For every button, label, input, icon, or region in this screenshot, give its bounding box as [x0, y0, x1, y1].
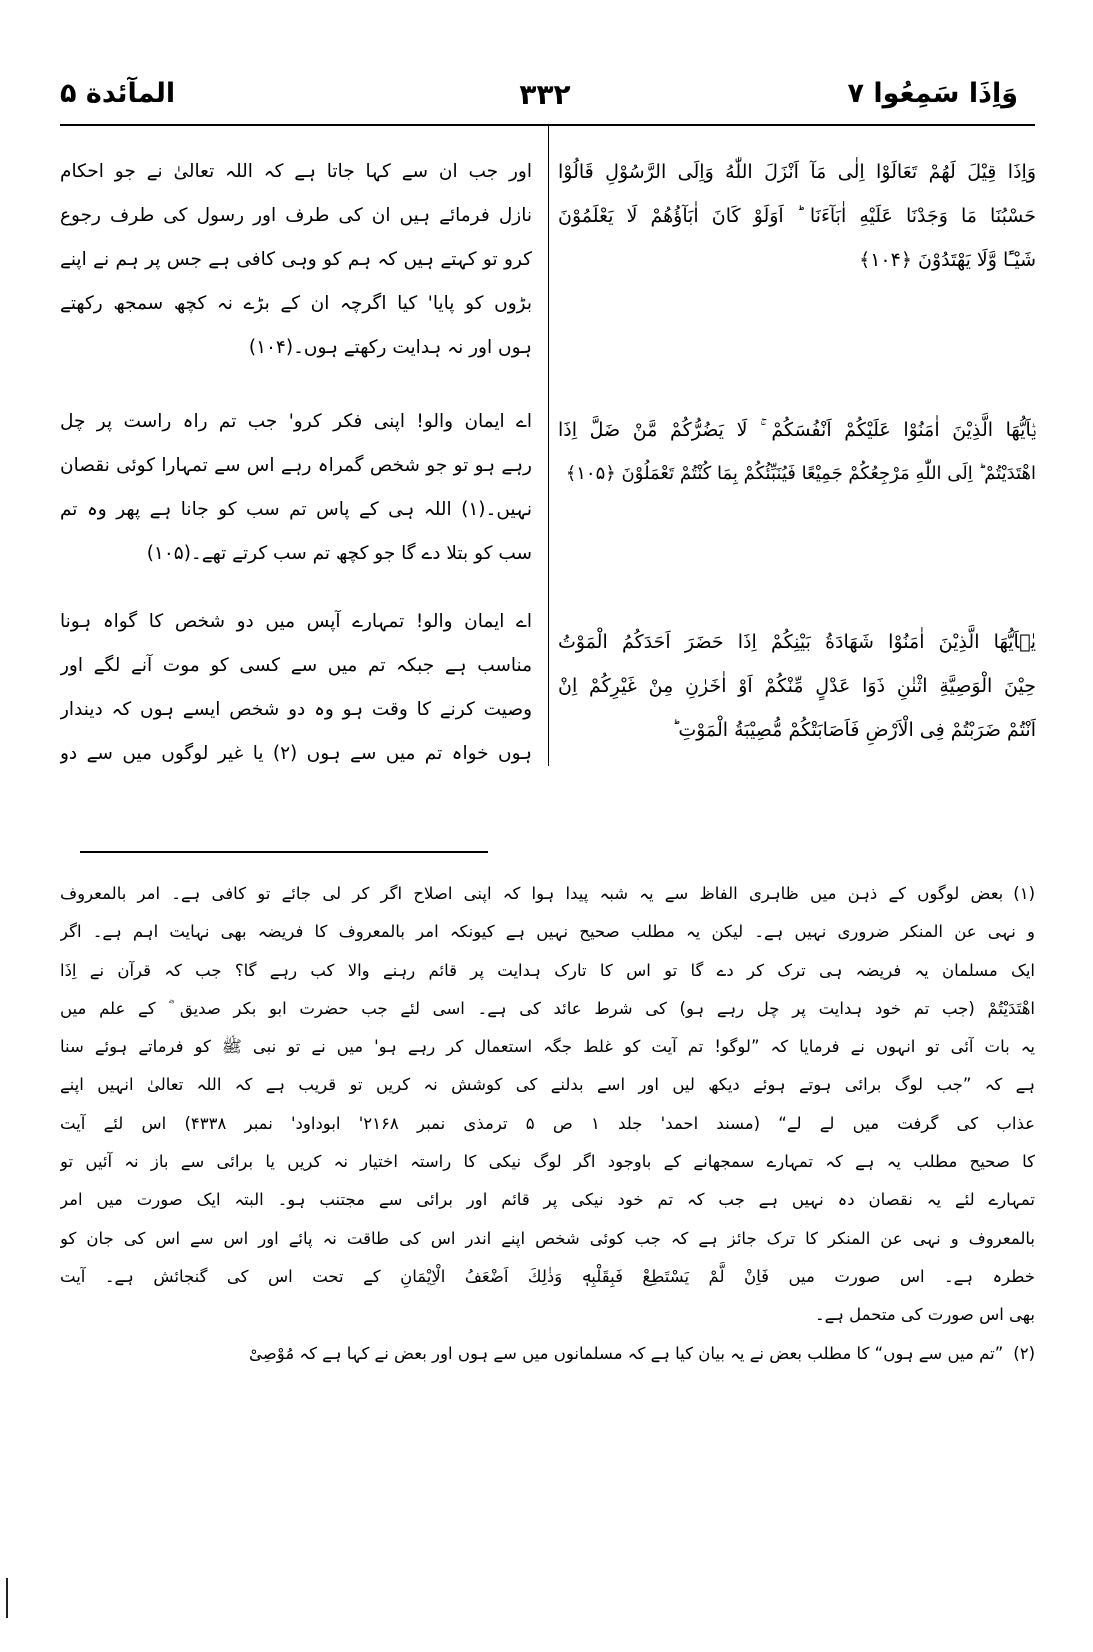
footnote-text: بعض لوگوں کے ذہن میں ظاہری الفاظ سے یہ شبہ پیدا ہوا کہ اپنی اصلاح اگر کر لی جائے تو کافی ہے۔ امر بالمعروف: [60, 884, 1004, 903]
footnote-1-line: [60, 875, 1035, 913]
scan-edge-mark: [6, 1578, 8, 1618]
verse-106-arabic: [558, 620, 1036, 752]
column-divider: [548, 126, 549, 766]
verse-106-urdu: [60, 600, 532, 776]
verse-105-urdu: [60, 400, 532, 576]
arabic-line: حَسْبُنَا مَا وَجَدْنَا عَلَيْهِ اٰبَآءَنَا ؕ اَوَلَوْ كَانَ اٰبَآؤُهُمْ لَا يَعْلَمُوْنَ: [558, 205, 1036, 227]
urdu-line: مناسب ہے جبکہ تم میں سے کسی کو موت آنے لگے اور: [60, 655, 532, 676]
urdu-line: کرو تو کہتے ہیں کہ ہم کو وہی کافی ہے جس پر ہم نے اپنے: [60, 249, 532, 270]
footnote-1-line: ایک مسلمان یہ فریضہ ہی ترک کر دے گا تو اس کا تارک ہدایت پر قائم رہنے والا کب رہے گا؟ جب کہ قرآن نے اِذَا: [60, 960, 1035, 980]
arabic-line: اهْتَدَيْتُمْ ؕ اِلَى اللّٰهِ مَرْجِعُكُمْ جَمِيْعًا فَيُنَبِّئُكُمْ بِمَا كُنْتُمْ تَعْمَلُوْنَ ﴿۱۰۵﴾: [565, 463, 1036, 484]
arabic-line: يٰۤاَيُّهَا الَّذِيْنَ اٰمَنُوْا عَلَيْكُمْ اَنْفُسَكُمْ ۚ لَا يَضُرُّكُمْ مَّنْ ضَلَّ اِذَا: [558, 419, 1036, 441]
urdu-line: سب کو بتلا دے گا جو کچھ تم سب کرتے تھے۔(۱۰۵): [146, 543, 532, 564]
arabic-line: حِيْنَ الْوَصِيَّةِ اثْنٰنِ ذَوَا عَدْلٍ مِّنْكُمْ اَوْ اٰخَرٰنِ مِنْ غَيْرِكُمْ اِنْ: [558, 675, 1036, 697]
verse-105-arabic: [558, 408, 1036, 496]
footnote-1-line: و نہی عن المنکر ضروری نہیں ہے۔ لیکن یہ مطلب صحیح نہیں ہے کیونکہ امر بالمعروف کا فریضہ بھی نہایت اہم ہے۔ اگر: [60, 922, 1035, 942]
footnote-1-line: یہ بات آئی تو انہوں نے فرمایا کہ ”لوگو! تم آیت کو غلط جگہ استعمال کر رہے ہو' میں نے تو نبی ﷺ کو فرماتے ہوئے سنا: [60, 1037, 1035, 1057]
footnotes: [60, 875, 1035, 1373]
verse-104-arabic: [558, 150, 1036, 282]
juz-name-header: وَاِذَا سَمِعُوا ۷: [847, 78, 1018, 109]
arabic-line: شَيْـًٔا وَّلَا يَهْتَدُوْنَ ﴿۱۰۴﴾: [859, 249, 1036, 271]
urdu-line: نازل فرمائے ہیں ان کی طرف اور رسول کی طرف رجوع: [60, 205, 532, 226]
arabic-line: اَنْتُمْ ضَرَبْتُمْ فِى الْاَرْضِ فَاَصَابَتْكُمْ مُّصِيْبَةُ الْمَوْتِ ؕ: [672, 719, 1036, 741]
footnote-text: ”تم میں سے ہوں“ کا مطلب بعض نے یہ بیان کیا ہے کہ مسلمانوں میں سے ہوں اور بعض نے کہا ہے کہ مُوْصِىْ: [249, 1343, 1004, 1363]
footnote-1-line: تمہارے لئے یہ نقصان دہ نہیں ہے جب کہ تم خود نیکی پر قائم اور برائی سے مجتنب ہو۔ البتہ ایک صورت میں امر: [60, 1190, 1035, 1210]
footnote-2-number: (۲): [1013, 1343, 1035, 1363]
footnote-2-line: [60, 1335, 1035, 1373]
footnote-1-line: کا صحیح مطلب یہ ہے کہ تمہارے سمجھانے کے باوجود اگر لوگ نیکی کا راستہ اختیار نہ کریں یا برائی سے باز نہ آئیں تو: [60, 1152, 1035, 1172]
urdu-line: بڑوں کو پایا' کیا اگرچہ ان کے بڑے نہ کچھ سمجھ رکھتے: [60, 293, 532, 314]
arabic-line: وَاِذَا قِيْلَ لَهُمْ تَعَالَوْا اِلٰى مَآ اَنْزَلَ اللّٰهُ وَاِلَى الرَّسُوْلِ قَالُوْا: [558, 161, 1036, 183]
urdu-line: ہوں خواہ تم میں سے ہوں (۲) یا غیر لوگوں میں سے دو: [60, 743, 532, 764]
urdu-line: وصیت کرنے کا وقت ہو وہ دو شخص ایسے ہوں کہ دیندار: [60, 699, 532, 720]
footnote-1-line: اهْتَدَيْتُمْ (جب تم خود ہدایت پر چل رہے ہو) کی شرط عائد کی ہے۔ اسی لئے جب حضرت ابو بکر صدیق ؓ کے علم میں: [60, 998, 1035, 1018]
verse-104-urdu: [60, 150, 532, 370]
footnote-1-line: خطرہ ہے۔ اس صورت میں فَاِنْ لَّمْ يَسْتَطِعْ فَبِقَلْبِهٖ وَذٰلِكَ اَضْعَفُ الْاِيْمَانِ کے تحت اس کی گنجائش ہے۔ آیت: [60, 1266, 1035, 1286]
footnote-1-line: عذاب کی گرفت میں لے لے“ (مسند احمد' جلد ۱ ص ۵ ترمذی نمبر ۲۱۶۸' ابوداود' نمبر ۴۳۳۸) اس لئے آیت: [60, 1113, 1035, 1133]
urdu-line: ہوں اور نہ ہدایت رکھتے ہوں۔(۱۰۴): [248, 337, 532, 358]
footnote-1-line: ہے کہ ”جب لوگ برائی ہوتے ہوئے دیکھ لیں اور اسے بدلنے کی کوشش نہ کریں تو قریب ہے کہ اللہ تعالیٰ انہیں اپنے: [60, 1075, 1035, 1095]
footnote-1-number: (۱): [1013, 884, 1035, 903]
footnote-1-line: بالمعروف و نہی عن المنکر کا ترک جائز ہے کہ جب کوئی شخص اپنے اندر اس کی طاقت نہ پائے اور اس سے اس کی جان کو: [60, 1228, 1035, 1248]
urdu-line: اے ایمان والو! تمہارے آپس میں دو شخص کا گواہ ہونا: [60, 611, 532, 632]
page-number: ۳۳۲: [519, 78, 571, 111]
urdu-line: اور جب ان سے کہا جاتا ہے کہ اللہ تعالیٰ نے جو احکام: [60, 161, 532, 182]
urdu-line: رہے ہو تو جو شخص گمراہ رہے اس سے تمہارا کوئی نقصان: [60, 455, 532, 476]
urdu-line: نہیں۔(۱) اللہ ہی کے پاس تم سب کو جانا ہے پھر وہ تم: [60, 499, 532, 520]
arabic-line: يٰۤاَيُّهَا الَّذِيْنَ اٰمَنُوْا شَهَادَةُ بَيْنِكُمْ اِذَا حَضَرَ اَحَدَكُمُ الْمَوْتُ: [558, 631, 1036, 653]
footnote-separator: [80, 851, 488, 853]
footnote-1-line: بھی اس صورت کی متحمل ہے۔: [814, 1305, 1035, 1325]
surah-name-header: المآئدة ۵: [60, 78, 176, 109]
urdu-line: اے ایمان والو! اپنی فکر کرو' جب تم راہ راست پر چل: [60, 411, 532, 432]
